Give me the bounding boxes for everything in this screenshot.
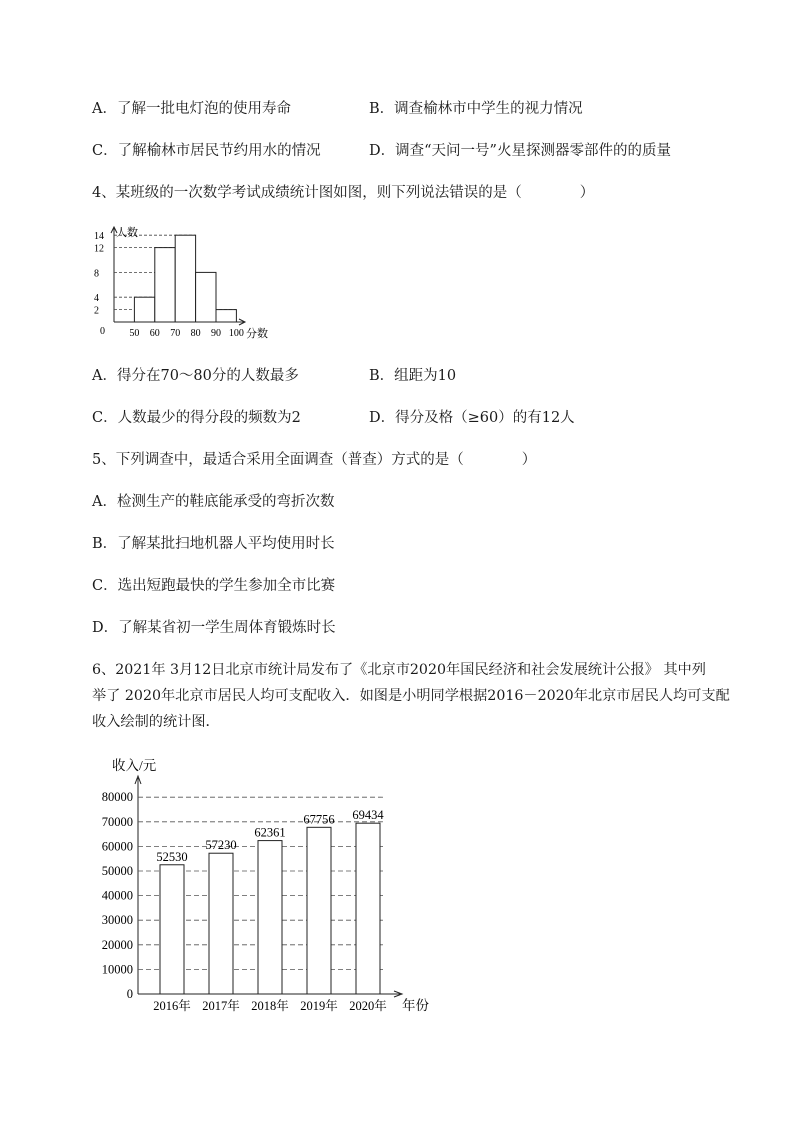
- y-tick-label: 70000: [101, 814, 133, 829]
- q4-option-c: C．人数最少的得分段的频数为2: [92, 410, 301, 426]
- x-tick-label: 2018年: [251, 999, 289, 1013]
- y-tick-label: 2: [94, 305, 99, 317]
- x-tick-label: 50: [129, 328, 140, 339]
- y-tick-label: 10000: [101, 962, 133, 977]
- histogram-bar: [216, 310, 236, 322]
- x-axis-title: 年份: [402, 998, 429, 1013]
- q5-option-b: B．了解某批扫地机器人平均使用时长: [92, 536, 335, 552]
- x-tick-label: 90: [211, 328, 221, 339]
- y-axis-title: 人数: [116, 227, 138, 239]
- x-tick-label: 100: [228, 328, 244, 339]
- y-tick-label: 40000: [101, 888, 133, 903]
- x-tick-label: 80: [190, 328, 201, 339]
- x-tick-label: 2017年: [202, 999, 240, 1013]
- y-tick-label: 30000: [101, 913, 133, 928]
- score-histogram: [90, 222, 310, 347]
- income-bar-chart: [100, 752, 450, 1022]
- q4-option-b: B．组距为10: [369, 368, 457, 384]
- q3-option-c: C．了解榆林市居民节约用水的情况: [92, 143, 321, 159]
- income-bar: [356, 823, 380, 994]
- q5-stem: 5、下列调查中，最适合采用全面调查（普查）方式的是（ ）: [92, 452, 537, 468]
- bar-value-label: 52530: [156, 849, 188, 864]
- origin-label: 0: [100, 326, 105, 337]
- q6-stem-line-1: 6、2021年 3月12日北京市统计局发布了《北京市2020年国民经济和社会发展统计公报》 其中列: [92, 662, 706, 678]
- x-axis-title: 分数: [246, 328, 268, 340]
- q3-option-a: A．了解一批电灯泡的使用寿命: [92, 101, 291, 117]
- q3-option-d: D．调查“天问一号”火星探测器零部件的的质量: [369, 143, 671, 159]
- q6-stem-line-3: 收入绘制的统计图．: [92, 714, 220, 730]
- q4-option-d: D．得分及格（≥60）的有12人: [369, 410, 575, 426]
- histogram-bar: [155, 248, 175, 322]
- histogram-bar: [175, 235, 195, 322]
- histogram-bar: [134, 297, 154, 322]
- bar-value-label: 69434: [352, 808, 384, 823]
- income-bar: [307, 827, 331, 994]
- y-tick-label: 14: [94, 231, 104, 243]
- bar-value-label: 62361: [254, 825, 286, 840]
- income-bar: [160, 865, 184, 994]
- x-tick-label: 70: [170, 328, 181, 339]
- q3-option-b: B．调查榆林市中学生的视力情况: [369, 101, 583, 117]
- q5-option-c: C．选出短跑最快的学生参加全市比赛: [92, 578, 336, 594]
- y-tick-label: 80000: [101, 790, 133, 805]
- x-tick-label: 60: [149, 328, 160, 339]
- y-tick-label: 20000: [101, 937, 133, 952]
- bar-value-label: 67756: [303, 812, 335, 827]
- income-bar: [209, 853, 233, 994]
- y-tick-label: 8: [94, 268, 99, 280]
- x-tick-label: 2020年: [349, 999, 387, 1013]
- q6-stem-line-2: 举了 2020年北京市居民人均可支配收入．如图是小明同学根据2016－2020年北京市居民人均可支配: [92, 688, 730, 704]
- y-axis-title: 收入/元: [112, 758, 157, 773]
- y-tick-label: 60000: [101, 839, 133, 854]
- q4-option-a: A．得分在70～80分的人数最多: [92, 368, 299, 384]
- y-tick-label: 4: [94, 293, 99, 305]
- y-tick-label: 12: [94, 243, 104, 255]
- histogram-bar: [196, 272, 216, 322]
- y-tick-label: 0: [126, 987, 133, 1001]
- q5-option-a: A．检测生产的鞋底能承受的弯折次数: [92, 494, 335, 510]
- income-bar: [258, 841, 282, 994]
- bar-value-label: 57230: [205, 838, 237, 853]
- q5-option-d: D．了解某省初一学生周体育锻炼时长: [92, 620, 336, 636]
- y-tick-label: 50000: [101, 864, 133, 878]
- q4-stem: 4、某班级的一次数学考试成绩统计图如图，则下列说法错误的是（ ）: [92, 185, 595, 201]
- x-tick-label: 2019年: [300, 999, 338, 1013]
- x-tick-label: 2016年: [153, 999, 191, 1013]
